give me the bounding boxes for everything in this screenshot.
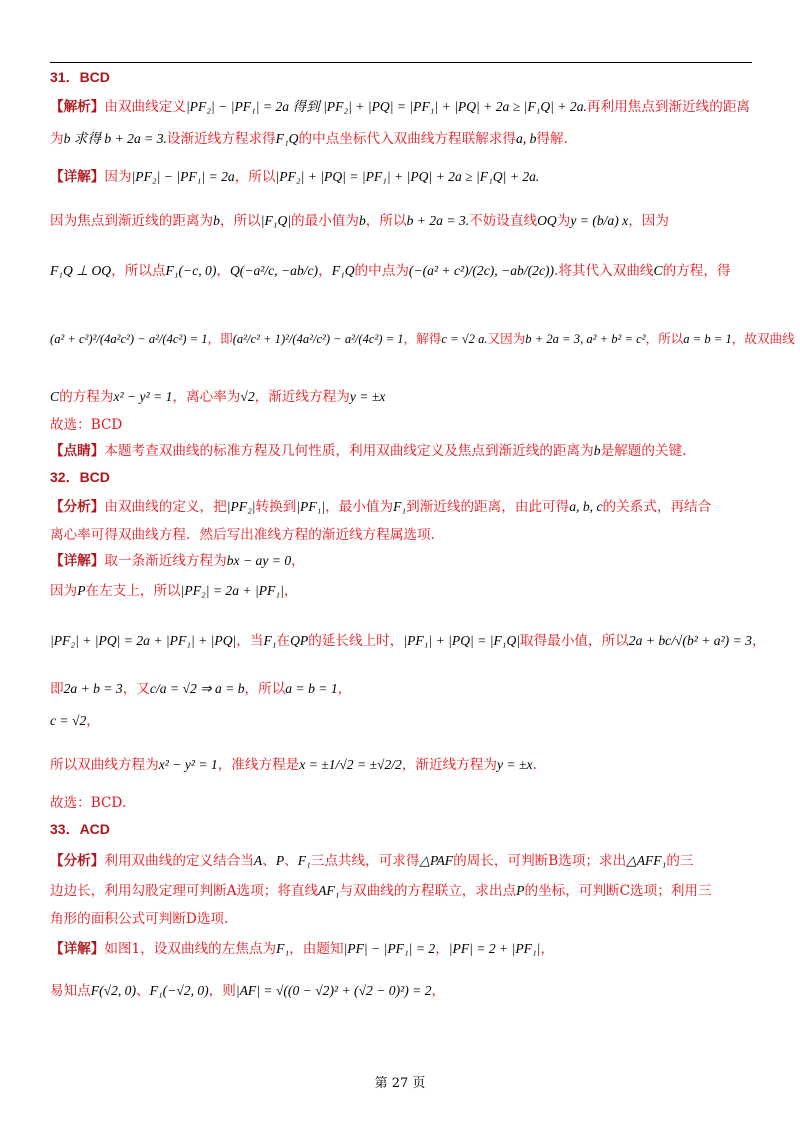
q33-analysis-line-2: 边边长，利用勾股定理可判断A选项；将直线AF₁与双曲线的方程联立，求出点P的坐标，可判断C选项；利用三 xyxy=(50,883,712,899)
q32-number: 32．BCD xyxy=(50,469,110,485)
q32-detail-line-2: 因为P在左支上，所以|PF₂| = 2a + |PF₁|， xyxy=(50,583,298,599)
q33-number: 33．ACD xyxy=(50,821,110,837)
page-number: 第 27 页 xyxy=(374,1076,426,1091)
q32-detail-line-3: |PF₂| + |PQ| = 2a + |PF₁| + |PQ|，当F₁在QP的延长线上时，|PF₁| + |PQ| = |F₁Q|取得最小值，所以2a + bc/√(b² + a²) = 3， xyxy=(50,633,766,649)
q31-analysis-line-2: 为b 求得 b + 2a = 3.设渐近线方程求得F₁Q的中点坐标代入双曲线方程联解求得a, b得解. xyxy=(50,131,568,147)
q32-choose: 故选：BCD. xyxy=(50,795,127,811)
q31-detail-line-3: F₁Q ⊥ OQ，所以点F₁(−c, 0)，Q(−a²/c, −ab/c)，F₁Q的中点为(−(a² + c²)/(2c), −ab/(2c)).将其代入双曲线C的方程，得 xyxy=(50,263,731,279)
q33-detail-line-1: 【详解】如图1，设双曲线的左焦点为F₁，由题知|PF| − |PF₁| = 2，|PF| = 2 + |PF₁|， xyxy=(50,941,555,957)
q31-comment: 【点睛】本题考查双曲线的标准方程及几何性质，利用双曲线定义及焦点到渐近线的距离为b是解题的关键. xyxy=(50,443,687,459)
q33-analysis-line-3: 角形的面积公式可判断D选项. xyxy=(50,911,229,927)
q32-detail-line-1: 【详解】取一条渐近线方程为bx − ay = 0， xyxy=(50,553,305,569)
header-rule xyxy=(50,62,752,63)
q31-detail-line-1: 【详解】因为|PF₂| − |PF₁| = 2a，所以|PF₂| + |PQ| = |PF₁| + |PQ| + 2a ≥ |F₁Q| + 2a. xyxy=(50,169,540,185)
q33-analysis-line-1: 【分析】利用双曲线的定义结合当A、P、F₁三点共线，可求得△PAF的周长，可判断B选项；求出△AFF₁的三 xyxy=(50,853,694,869)
q31-analysis-line-1: 【解析】由双曲线定义|PF₂| − |PF₁| = 2a 得到 |PF₂| + |PQ| = |PF₁| + |PQ| + 2a ≥ |F₁Q| + 2a.再利用焦点到渐近线的距离 xyxy=(50,99,751,115)
q32-analysis-line-2: 离心率可得双曲线方程．然后写出准线方程的渐近线方程属选项. xyxy=(50,527,435,543)
q32-detail-line-4: 即2a + b = 3，又c/a = √2 ⇒ a = b，所以a = b = 1， xyxy=(50,681,352,697)
q32-analysis-line-1: 【分析】由双曲线的定义，把|PF₂|转换到|PF₁|，最小值为F₁到渐近线的距离，由此可得a, b, c的关系式，再结合 xyxy=(50,499,712,515)
q32-detail-line-5: c = √2， xyxy=(50,713,100,729)
q31-detail-line-4: (a² + c²)²/(4a²c²) − a²/(4c²) = 1，即(a²/c² + 1)²/(4a²/c²) − a²/(4c²) = 1，解得c = √2 a.又因为b + 2a = 3, a² + b² = c²，所以a = b = 1，故双曲线 xyxy=(50,331,795,346)
q33-detail-line-2: 易知点F(√2, 0)、F₁(−√2, 0)，则|AF| = √((0 − √2)² + (√2 − 0)²) = 2， xyxy=(50,983,446,999)
q31-detail-line-5: C的方程为x² − y² = 1，离心率为√2，渐近线方程为y = ±x xyxy=(50,389,386,405)
q31-number: 31．BCD xyxy=(50,69,110,85)
q31-choose: 故选：BCD xyxy=(50,417,123,433)
q31-detail-line-2: 因为焦点到渐近线的距离为b，所以|F₁Q|的最小值为b，所以b + 2a = 3.不妨设直线OQ为y = (b/a) x，因为 xyxy=(50,213,669,229)
q32-detail-line-6: 所以双曲线方程为x² − y² = 1，准线方程是x = ±1/√2 = ±√2/2，渐近线方程为y = ±x. xyxy=(50,757,537,773)
